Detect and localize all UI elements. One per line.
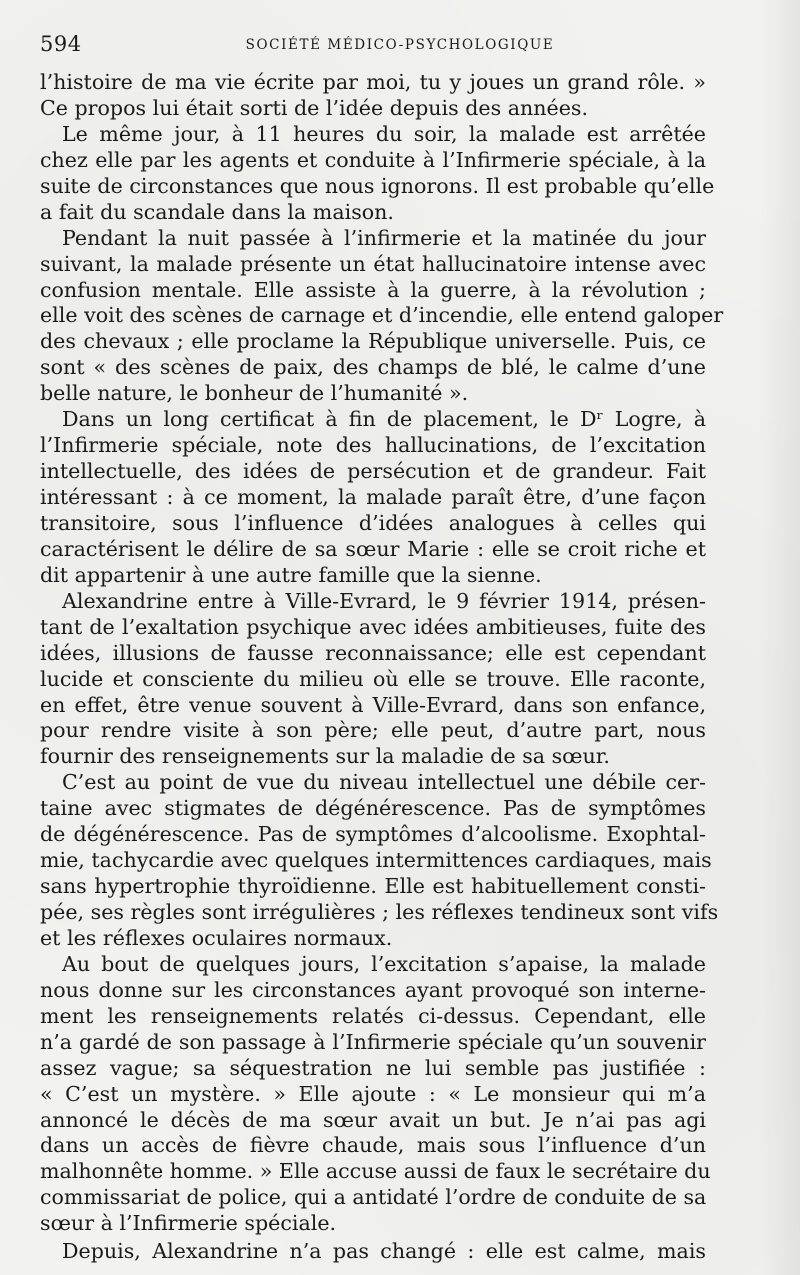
text-line: Dans un long certificat à fin de placement, le Dʳ Logre, à [62,407,706,432]
running-title: SOCIÉTÉ MÉDICO-PSYCHOLOGIQUE [245,37,555,53]
text-line: dit appartenir à une autre famille que la sienne. [40,562,542,587]
text-line: malhonnête homme. » Elle accuse aussi de faux le secrétaire du [40,1159,711,1184]
text-line: pée, ses règles sont irrégulières ; les réflexes tendineux sont vifs [40,900,719,924]
text-line: taine avec stigmates de dégénérescence. Pas de symptômes [40,796,706,821]
text-line: idées, illusions de fausse reconnaissance; elle est cependant [40,640,706,665]
text-line: transitoire, sous l’influence d’idées analogues à celles qui [40,510,706,535]
text-line: Pendant la nuit passée à l’infirmerie et la matinée du jour [62,225,706,250]
text-line: de dégénérescence. Pas de symptômes d’alcoolisme. Exophtal- [40,822,706,847]
text-line: suite de circonstances que nous ignorons. Il est probable qu’elle [40,173,715,198]
text-line: Ce propos lui était sorti de l’idée depuis des années. [40,95,588,120]
text-line: commissariat de police, qui a antidaté l’ordre de conduite de sa [40,1185,707,1210]
page-header [40,32,720,58]
text-line: sans hypertrophie thyroïdienne. Elle est habituellement consti- [40,874,706,899]
text-line: pour rendre visite à son père; elle peut, d’autre part, nous [40,718,706,743]
page-edge-shadow [760,0,800,1275]
text-line: caractérisent le délire de sa sœur Marie : elle se croit riche et [40,536,706,561]
text-line: dans un accès de fièvre chaude, mais sous l’influence d’un [40,1133,706,1158]
text-line: assez vague; sa séquestration ne lui semble pas justifiée : [40,1055,706,1080]
body-text [40,70,724,1265]
text-line: l’histoire de ma vie écrite par moi, tu y joues un grand rôle. » [40,70,706,94]
text-line: C’est au point de vue du niveau intellectuel une débile cer- [62,770,706,795]
text-line: n’a gardé de son passage à l’Infirmerie spéciale qu’un souvenir [40,1029,706,1054]
text-line: Depuis, Alexandrine n’a pas changé : elle est calme, mais [62,1239,706,1264]
text-line: ment les renseignements relatés ci-dessus. Cependant, elle [40,1003,706,1028]
text-line: Au bout de quelques jours, l’excitation s’apaise, la malade [62,951,706,976]
text-line: elle voit des scènes de carnage et d’incendie, elle entend galoper [40,303,724,328]
text-line: et les réflexes oculaires normaux. [40,925,393,950]
text-line: « C’est un mystère. » Elle ajoute : « Le monsieur qui m’a [40,1081,706,1106]
text-line: a fait du scandale dans la maison. [40,199,394,224]
text-line: l’Infirmerie spéciale, note des hallucinations, de l’excitation [40,433,706,458]
text-line: intellectuelle, des idées de persécution et de grandeur. Fait [40,459,706,484]
text-line: en effet, être venue souvent à Ville-Evrard, dans son enfance, [40,692,706,717]
text-line: mie, tachycardie avec quelques intermittences cardiaques, mais [40,848,712,873]
text-line: sont « des scènes de paix, des champs de blé, le calme d’une [40,355,706,380]
page-number: 594 [40,32,82,56]
text-line: intéressant : à ce moment, la malade paraît être, d’une façon [40,485,706,509]
text-line: Le même jour, à 11 heures du soir, la malade est arrêtée [62,121,706,146]
text-line: fournir des renseignements sur la maladie de sa sœur. [40,744,610,769]
text-line: annoncé le décès de ma sœur avait un but. Je n’ai pas agi [40,1107,706,1132]
text-line: lucide et consciente du milieu où elle se trouve. Elle raconte, [40,666,706,691]
text-line: belle nature, le bonheur de l’humanité ». [40,381,469,406]
text-line: des chevaux ; elle proclame la République universelle. Puis, ce [40,329,706,354]
text-line: nous donne sur les circonstances ayant provoqué son interne- [40,977,706,1002]
text-line: confusion mentale. Elle assiste à la guerre, à la révolution ; [40,277,706,302]
text-line: chez elle par les agents et conduite à l’Infirmerie spéciale, à la [40,147,706,172]
text-line: sœur à l’Infirmerie spéciale. [40,1211,337,1236]
text-line: tant de l’exaltation psychique avec idées ambitieuses, fuite des [40,614,706,639]
text-line: Alexandrine entre à Ville-Evrard, le 9 février 1914, présen- [62,588,706,613]
text-line: suivant, la malade présente un état hallucinatoire intense avec [40,251,706,276]
